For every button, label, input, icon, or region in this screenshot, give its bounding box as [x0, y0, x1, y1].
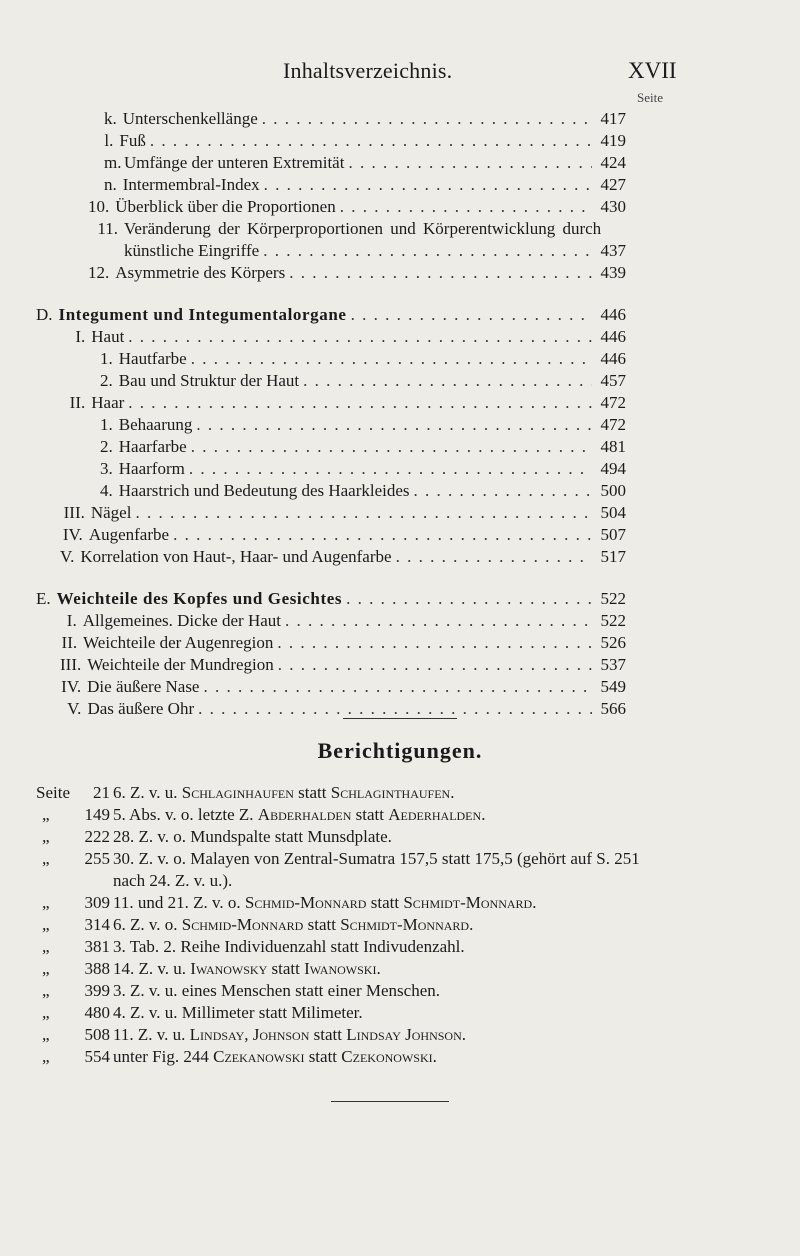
- leader-dots: [340, 196, 592, 218]
- toc-entry: [60, 610, 626, 632]
- toc-entry: [104, 152, 626, 174]
- entry-number: D.: [36, 305, 53, 324]
- leader-dots: [278, 654, 592, 676]
- leader-dots: [189, 458, 592, 480]
- entry-page: 494: [600, 459, 626, 478]
- correction-prefix: „: [42, 915, 50, 934]
- correction-text: 30. Z. v. o. Malayen von Zentral-Sumatra 157,5 statt 175,5 (gehört auf S. 251: [113, 849, 640, 868]
- section-heading-d: [36, 304, 626, 326]
- correction-page: 314: [84, 915, 110, 934]
- correction-prefix: „: [42, 849, 50, 868]
- entry-page: 439: [600, 263, 626, 282]
- entry-page: 500: [600, 481, 626, 500]
- entry-number: II.: [69, 393, 86, 412]
- entry-title: Hautfarbe: [118, 349, 187, 368]
- correction-page: 222: [84, 827, 110, 846]
- leader-dots: [303, 370, 592, 392]
- correction-page: 508: [84, 1025, 110, 1044]
- entry-page: 457: [600, 371, 626, 390]
- correction-text: 3. Z. v. u. eines Menschen statt einer Menschen.: [113, 981, 441, 1000]
- entry-page: 522: [600, 611, 626, 630]
- correction-text: 14. Z. v. u. Iwanowsky statt Iwanowski.: [113, 959, 381, 978]
- toc-entry: [88, 262, 626, 284]
- entry-number: 10.: [88, 197, 110, 216]
- entry-number: m.: [104, 153, 122, 172]
- page-header: [0, 58, 800, 92]
- entry-page: 446: [600, 327, 626, 346]
- toc-entry: [60, 392, 626, 414]
- entry-page: 566: [600, 699, 626, 718]
- entry-title: Allgemeines. Dicke der Haut: [82, 611, 281, 630]
- correction-page: 480: [84, 1003, 110, 1022]
- correction-item-cont: nach 24. Z. v. u.).: [113, 871, 233, 890]
- entry-page: 507: [600, 525, 626, 544]
- toc-entry: [104, 174, 626, 196]
- correction-text: 5. Abs. v. o. letzte Z. Abderhalden statt Aederhalden.: [113, 805, 486, 824]
- toc-entry: [60, 502, 626, 524]
- entry-page: 424: [600, 153, 626, 172]
- entry-number: 4.: [100, 481, 113, 500]
- toc-entry: [60, 676, 626, 698]
- divider-bottom: [331, 1101, 449, 1102]
- leader-dots: [262, 108, 592, 130]
- toc-entry: [100, 370, 626, 392]
- correction-page: 21: [93, 783, 110, 802]
- correction-text: 11. und 21. Z. v. o. Schmid-Monnard statt Schmidt-Monnard.: [113, 893, 537, 912]
- running-title: Inhaltsverzeichnis.: [283, 58, 453, 83]
- correction-prefix: „: [42, 893, 50, 912]
- entry-title: Veränderung der Körperproportionen und Körperentwicklung durch: [124, 219, 602, 238]
- entry-page: 504: [600, 503, 626, 522]
- entry-page: 417: [600, 109, 626, 128]
- entry-page: 472: [600, 415, 626, 434]
- correction-prefix: „: [42, 959, 50, 978]
- entry-page: 472: [600, 393, 626, 412]
- entry-number: 1.: [100, 349, 113, 368]
- correction-text: 28. Z. v. o. Mundspalte statt Munsdplate.: [113, 827, 392, 846]
- entry-number: 3.: [100, 459, 113, 478]
- correction-text: unter Fig. 244 Czekanowski statt Czekonowski.: [113, 1047, 437, 1066]
- correction-page: 388: [84, 959, 110, 978]
- entry-title: Überblick über die Proportionen: [115, 197, 336, 216]
- leader-dots: [128, 326, 592, 348]
- entry-title: Korrelation von Haut-, Haar- und Augenfarbe: [80, 547, 392, 566]
- entry-number: n.: [104, 175, 117, 194]
- entry-page: 517: [600, 547, 626, 566]
- toc-entry-cont: [124, 240, 626, 262]
- correction-prefix: „: [42, 1003, 50, 1022]
- entry-title: Asymmetrie des Körpers: [115, 263, 286, 282]
- entry-number: 1.: [100, 415, 113, 434]
- correction-text: 4. Z. v. u. Millimeter statt Milimeter.: [113, 1003, 363, 1022]
- divider-top: [343, 718, 457, 719]
- leader-dots: [348, 152, 592, 174]
- entry-title: Haarstrich und Bedeutung des Haarkleides: [118, 481, 410, 500]
- leader-dots: [196, 414, 592, 436]
- leader-dots: [203, 676, 592, 698]
- toc-entry: [100, 480, 626, 502]
- toc-entry: [100, 436, 626, 458]
- entry-title: Bau und Struktur der Haut: [118, 371, 300, 390]
- entry-title: Unterschenkellänge: [122, 109, 258, 128]
- toc-entry: [60, 698, 626, 720]
- leader-dots: [191, 436, 592, 458]
- correction-page: 381: [84, 937, 110, 956]
- entry-title: Fuß: [119, 131, 146, 150]
- entry-page: 446: [600, 305, 626, 324]
- entry-page: 419: [600, 131, 626, 150]
- toc-entry: [60, 654, 626, 676]
- entry-title: Weichteile der Mundregion: [87, 655, 274, 674]
- leader-dots: [198, 698, 592, 720]
- correction-text: 6. Z. v. o. Schmid-Monnard statt Schmidt-Monnard.: [113, 915, 474, 934]
- entry-title: Integument und Integumentalorgane: [58, 305, 347, 324]
- entry-number: I.: [66, 611, 77, 630]
- toc-entry: [60, 524, 626, 546]
- toc-entry: [88, 218, 601, 240]
- correction-page: 399: [84, 981, 110, 1000]
- entry-title: Umfänge der unteren Extremität: [124, 153, 345, 172]
- correction-text: 3. Tab. 2. Reihe Individuenzahl statt Indivudenzahl.: [113, 937, 465, 956]
- leader-dots: [351, 304, 592, 326]
- correction-page: 255: [84, 849, 110, 868]
- entry-title-cont: künstliche Eingriffe: [124, 241, 260, 260]
- entry-page: 537: [600, 655, 626, 674]
- entry-title: Weichteile der Augenregion: [83, 633, 274, 652]
- correction-prefix: „: [42, 805, 50, 824]
- entry-number: V.: [60, 547, 75, 566]
- entry-title: Augenfarbe: [88, 525, 170, 544]
- entry-page: 526: [600, 633, 626, 652]
- entry-number: 12.: [88, 263, 110, 282]
- entry-title: Haarform: [118, 459, 185, 478]
- entry-title: Haarfarbe: [118, 437, 187, 456]
- entry-title: Das äußere Ohr: [87, 699, 195, 718]
- correction-prefix: „: [42, 1047, 50, 1066]
- entry-number: 2.: [100, 371, 113, 390]
- seite-column-label: Seite: [637, 90, 663, 105]
- toc-entry: [100, 414, 626, 436]
- entry-page: 430: [600, 197, 626, 216]
- correction-prefix: „: [42, 981, 50, 1000]
- toc-entry: [60, 632, 626, 654]
- leader-dots: [414, 480, 592, 502]
- entry-page: 549: [600, 677, 626, 696]
- entry-number: IV.: [62, 525, 83, 544]
- leader-dots: [346, 588, 592, 610]
- leader-dots: [191, 348, 592, 370]
- section-heading-e: [36, 588, 626, 610]
- toc-entry: [100, 458, 626, 480]
- leader-dots: [128, 392, 592, 414]
- entry-number: IV.: [61, 677, 82, 696]
- correction-prefix: „: [42, 1025, 50, 1044]
- leader-dots: [135, 502, 592, 524]
- entry-title: Haut: [91, 327, 125, 346]
- entry-title: Intermembral-Index: [122, 175, 260, 194]
- entry-page: 522: [600, 589, 626, 608]
- toc-entry: [60, 326, 626, 348]
- entry-number: II.: [61, 633, 78, 652]
- entry-number: V.: [67, 699, 82, 718]
- entry-page: 446: [600, 349, 626, 368]
- entry-title: Haar: [91, 393, 125, 412]
- entry-number: 2.: [100, 437, 113, 456]
- entry-number: l.: [104, 131, 114, 150]
- page-number: XVII: [628, 58, 677, 83]
- correction-page: 554: [84, 1047, 110, 1066]
- leader-dots: [285, 610, 592, 632]
- leader-dots: [263, 240, 592, 262]
- leader-dots: [264, 174, 592, 196]
- toc-entry: [100, 348, 626, 370]
- toc-entry: [60, 546, 626, 568]
- correction-page: 149: [84, 805, 110, 824]
- leader-dots: [289, 262, 592, 284]
- entry-page: 437: [600, 241, 626, 260]
- correction-text: 11. Z. v. u. Lindsay, Johnson statt Lindsay Johnson.: [113, 1025, 466, 1044]
- correction-prefix: „: [42, 937, 50, 956]
- correction-text: 6. Z. v. u. Schlaginhaufen statt Schlaginthaufen.: [113, 783, 455, 802]
- correction-page: 309: [84, 893, 110, 912]
- entry-title: Nägel: [90, 503, 132, 522]
- correction-prefix: „: [42, 827, 50, 846]
- entry-page: 427: [600, 175, 626, 194]
- entry-number: III.: [60, 655, 82, 674]
- leader-dots: [150, 130, 592, 152]
- entry-title: Weichteile des Kopfes und Gesichtes: [56, 589, 343, 608]
- entry-title: Behaarung: [118, 415, 193, 434]
- entry-number: k.: [104, 109, 117, 128]
- leader-dots: [173, 524, 592, 546]
- leader-dots: [277, 632, 592, 654]
- toc-entry: [104, 130, 626, 152]
- entry-number: E.: [36, 589, 51, 608]
- toc-entry: [88, 196, 626, 218]
- entry-number: I.: [75, 327, 86, 346]
- entry-number: 11.: [97, 219, 118, 238]
- entry-title: Die äußere Nase: [87, 677, 200, 696]
- leader-dots: [396, 546, 592, 568]
- entry-number: III.: [63, 503, 85, 522]
- correction-prefix: Seite: [36, 783, 70, 802]
- berichtigungen-title: Berichtigungen.: [317, 738, 483, 763]
- toc-entry: [104, 108, 626, 130]
- entry-page: 481: [600, 437, 626, 456]
